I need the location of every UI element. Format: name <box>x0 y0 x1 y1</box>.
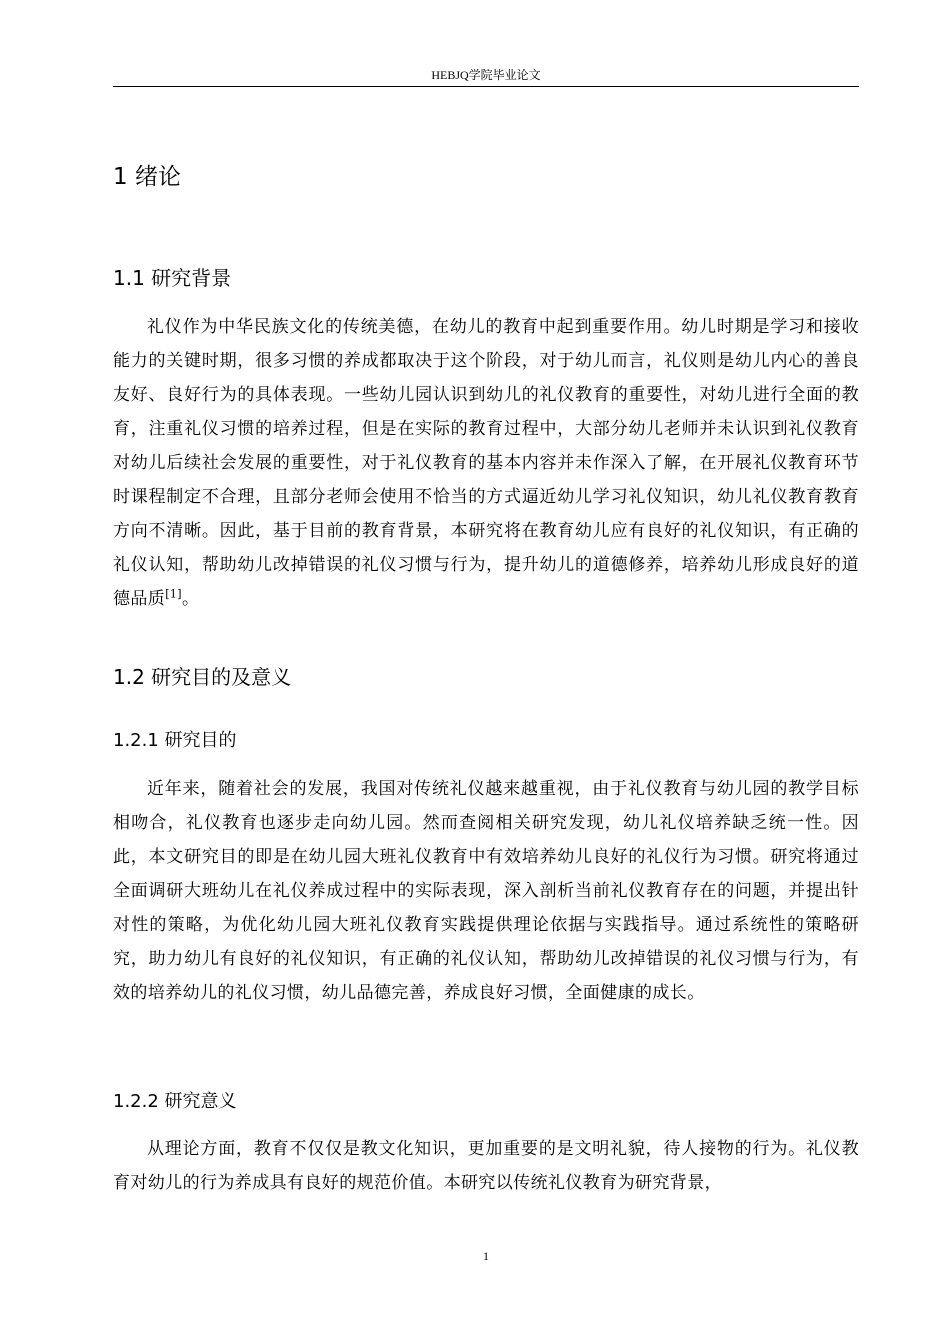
paragraph-background-end: 。 <box>182 589 200 609</box>
paragraph-significance: 从理论方面，教育不仅仅是教文化知识，更加重要的是文明礼貌，待人接物的行为。礼仪教育对幼儿的行为养成具有良好的规范价值。本研究以传统礼仪教育为研究背景， <box>113 1139 859 1193</box>
paragraph-background-text: 礼仪作为中华民族文化的传统美德，在幼儿的教育中起到重要作用。幼儿时期是学习和接收能力的关键时期，很多习惯的养成都取决于这个阶段，对于幼儿而言，礼仪则是幼儿内心的善良友好、良好行为的具体表现。一些幼儿园认识到幼儿的礼仪教育的重要性，对幼儿进行全面的教育，注重礼仪习惯的培养过程，但是在实际的教育过程中，大部分幼儿老师并未认识到礼仪教育对幼儿后续社会发展的重要性，对于礼仪教育的基本内容并未作深入了解，在开展礼仪教育环节时课程制定不合理，且部分老师会使用不恰当的方式逼近幼儿学习礼仪知识，幼儿礼仪教育教育方向不清晰。因此，基于目前的教育背景，本研究将在教育幼儿应有良好的礼仪知识，有正确的礼仪认知，帮助幼儿改掉错误的礼仪习惯与行为，提升幼儿的道德修养，培养幼儿形成良好的道德品质 <box>113 317 859 609</box>
section-title-background: 1.1 研究背景 <box>113 266 232 290</box>
paragraph-background <box>113 310 859 616</box>
paragraph-purpose: 近年来，随着社会的发展，我国对传统礼仪越来越重视，由于礼仪教育与幼儿园的教学目标相吻合，礼仪教育也逐步走向幼儿园。然而查阅相关研究发现，幼儿礼仪培养缺乏统一性。因此，本文研究目的即是在幼儿园大班礼仪教育中有效培养幼儿良好的礼仪行为习惯。研究将通过全面调研大班幼儿在礼仪养成过程中的实际表现，深入剖析当前礼仪教育存在的问题，并提出针对性的策略，为优化幼儿园大班礼仪教育实践提供理论依据与实践指导。通过系统性的策略研究，助力幼儿有良好的礼仪知识，有正确的礼仪认知，帮助幼儿改掉错误的礼仪习惯与行为，有效的培养幼儿的礼仪习惯，幼儿品德完善，养成良好习惯，全面健康的成长。 <box>113 779 859 1003</box>
running-header: HEBJQ学院毕业论文 <box>431 68 541 82</box>
subsection-title-purpose: 1.2.1 研究目的 <box>113 730 237 751</box>
section-title-purpose-significance: 1.2 研究目的及意义 <box>113 665 292 689</box>
citation-marker[interactable]: [1] <box>165 587 182 601</box>
subsection-title-significance: 1.2.2 研究意义 <box>113 1091 237 1112</box>
chapter-title: 1 绪论 <box>113 164 181 190</box>
header-rule <box>113 86 859 87</box>
page-number: 1 <box>483 1249 489 1263</box>
